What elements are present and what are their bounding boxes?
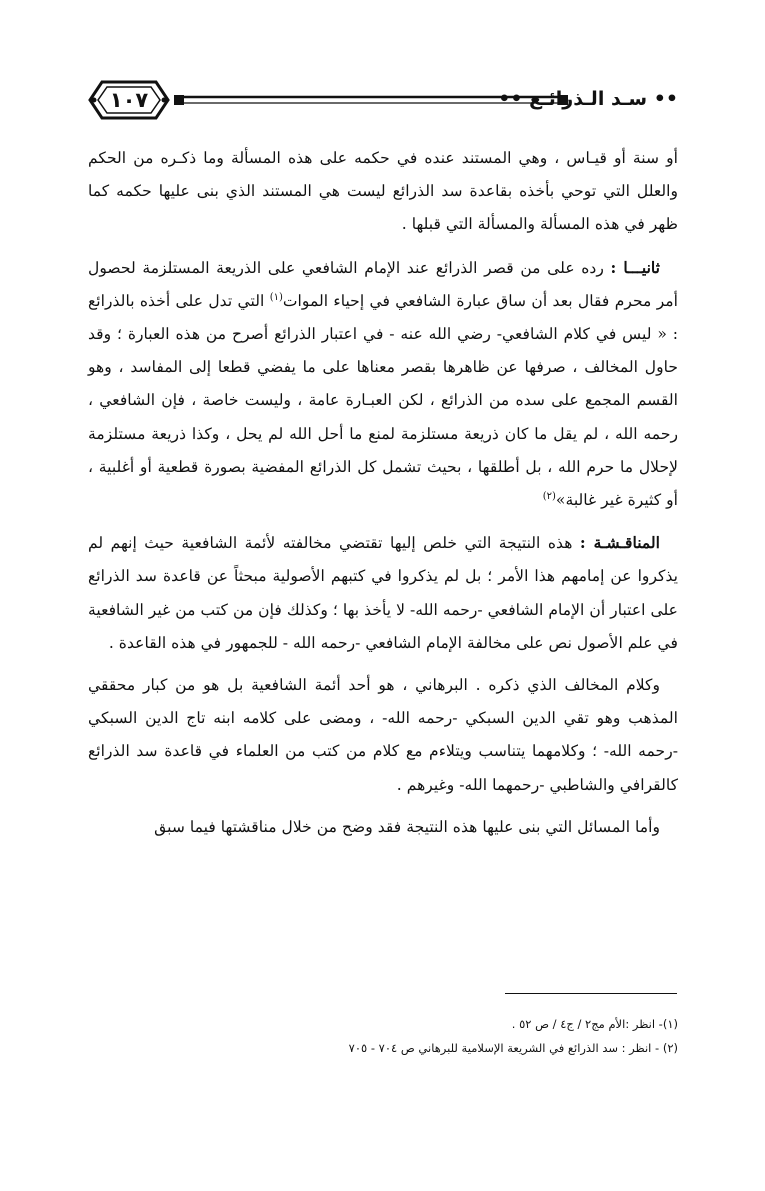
paragraph-2-lead: ثانيـــا :	[610, 257, 660, 277]
paragraph-4	[88, 669, 678, 802]
paragraph-5	[88, 811, 678, 844]
paragraph-3	[88, 526, 678, 660]
main-text	[88, 142, 678, 853]
running-title: •• سـد الـذرائـع ••	[498, 88, 678, 110]
footnote-2: (٢) - انظر : سد الذرائع في الشريعة الإسلامية للبرهاني ص ٧٠٤ - ٧٠٥	[348, 1041, 678, 1055]
paragraph-3-lead: المناقـشـة :	[579, 533, 660, 553]
paragraph-1	[88, 142, 678, 242]
footnote-ref-1: (١)	[269, 291, 283, 303]
paragraph-2	[88, 251, 678, 518]
paragraph-3-text: هذه النتيجة التي خلص إليها تقتضي مخالفته لأئمة الشافعية حيث إنهم لم يذكروا عن إمامهم هذا الأمر ؛ بل لم يذكروا في كتبهم الأصولية مبحثاً عن قاعدة سد الذرائع على اعتبار أن الإمام الشافعي -رحمه الله- لا يأخذ بها ؛ وكذلك فإن من كتب من غير الشافعية في علم الأصول نص على مخالفة الإمام الشافعي -رحمه الله - للجمهور في هذه القاعدة .	[88, 534, 678, 652]
paragraph-1-text: أو سنة أو قيـاس ، وهي المستند عنده في حكمه على هذه المسألة وما ذكـره من الحكم والعلل التي توحي بأخذه بقاعدة سد الذرائع ليست هي المستند الذي بنى عليها حكمه كما ظهر في هذه المسألة والمسألة التي قبلها .	[88, 149, 678, 234]
paragraph-2-text-a: رده على من قصر الذرائع عند الإمام الشافعي على الذريعة المستلزمة لحصول أمر محرم فقال بعد أن ساق عبارة الشافعي في إحياء الموات	[88, 258, 678, 310]
footnote-1: (١)- انظر :الأم مج٢ / ج٤ / ص ٥٢ .	[511, 1017, 678, 1031]
footnotes	[88, 1012, 678, 1060]
page-header	[88, 78, 678, 122]
footnote-ref-2: (٢)	[542, 490, 556, 502]
page-number: ١٠٧	[109, 88, 149, 112]
footnote-divider	[505, 993, 677, 994]
page-number-badge	[88, 78, 170, 122]
paragraph-2-text-b: التي تدل على أخذه بالذرائع : « ليس في كلام الشافعي- رضي الله عنه - في اعتبار الذرائع أصرح من هذه العبارة ؛ وقد حاول المخالف ، صرفها عن ظاهرها بقصر معناها على ما يفضي قطعا إلى المفاسد ، وهو القسم المجمع على سده من الذرائع ، لكن العبـارة عامة ، وليست خاصة ، فإن الشافعي ، رحمه الله ، لم يقل ما كان ذريعة مستلزمة لمنع ما أحل الله لم يحل ، وكذا ذريعة مستلزمة لإحلال ما حرم الله ، بل أطلقها ، بحيث تشمل كل الذرائع المفضية بصورة قطعية أو أغلبية ، أو كثيرة غير غالبة»	[88, 291, 678, 510]
paragraph-5-text: وأما المسائل التي بنى عليها هذه النتيجة فقد وضح من خلال مناقشتها فيما سبق	[154, 817, 660, 836]
paragraph-4-text: وكلام المخالف الذي ذكره . البرهاني ، هو أحد أئمة الشافعية بل هو من كبار محققي المذهب وهو تقي الدين السبكي -رحمه الله- ، ومضى على كلامه ابنه تاج الدين السبكي -رحمه الله- ؛ وكلامهما يتناسب ويتلاءم مع كلام من كتب من العلماء في قاعدة سد الذرائع كالقرافي والشاطبي -رحمهما الله- وغيرهم .	[88, 676, 678, 794]
